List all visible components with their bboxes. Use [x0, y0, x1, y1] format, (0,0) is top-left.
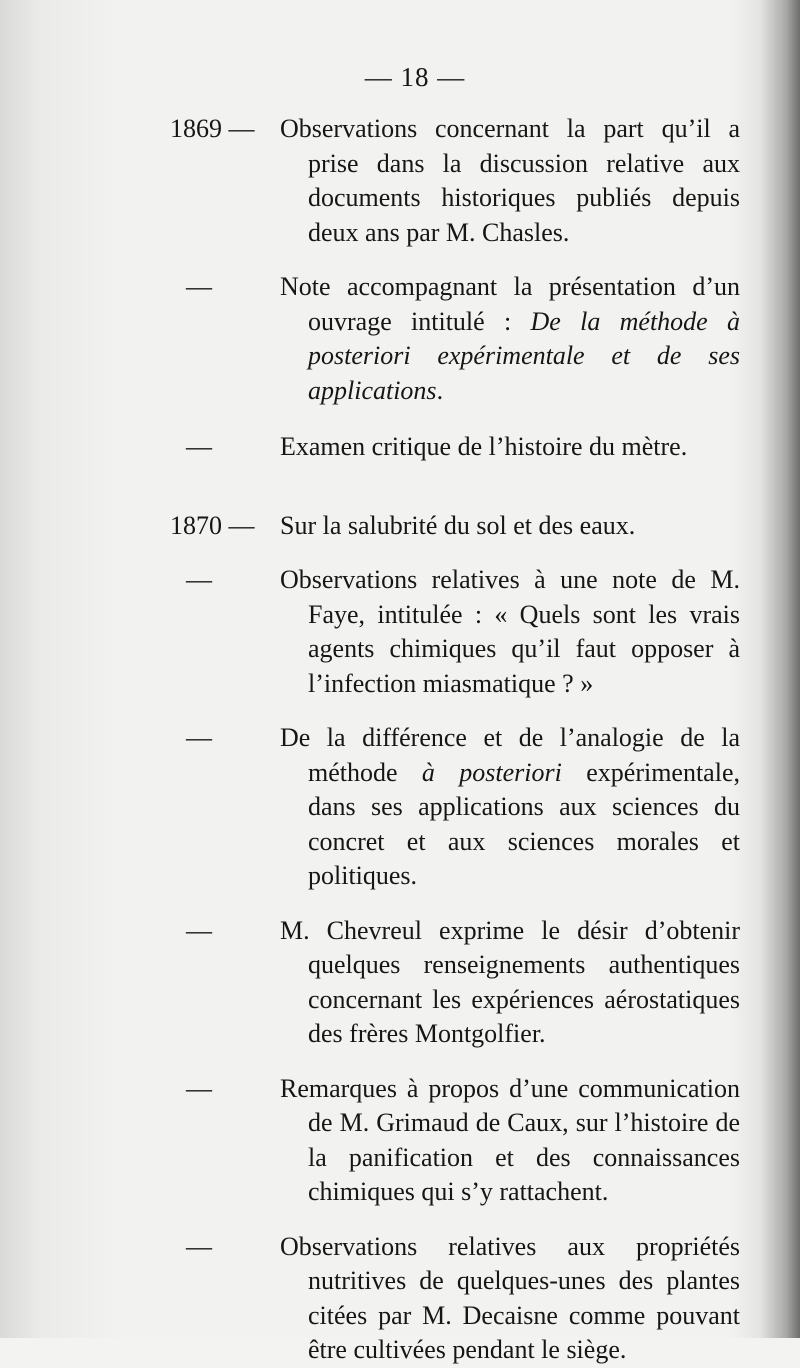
dash-marker: —	[186, 723, 212, 752]
list-item	[170, 563, 740, 701]
dash-marker: —	[186, 565, 212, 594]
year-marker: 1870 —	[170, 510, 255, 540]
book-title: De la méthode à posteriori expérimentale et de ses applications	[308, 306, 740, 405]
list-item	[170, 914, 740, 1052]
entry-text: Sur la salubrité du sol et des eaux.	[280, 510, 636, 540]
dash-marker: —	[186, 272, 212, 301]
page-number: — 18 —	[364, 62, 466, 92]
list-item	[170, 1072, 740, 1210]
list-item	[170, 112, 740, 250]
latin-term: à posteriori	[421, 757, 562, 787]
entry-text: Observations relatives à une note de M. Faye, intitulée : « Quels sont les vrais agents chimiques qu’il faut opposer à l’infection miasmatique ? »	[280, 565, 740, 698]
list-item	[170, 430, 740, 465]
entry-text: Remarques à propos d’une communication de M. Grimaud de Caux, sur l’histoire de la panification et des connaissances chimiques qui s’y rattachent.	[280, 1073, 740, 1206]
dash-marker: —	[186, 915, 212, 945]
entry-list	[170, 112, 740, 1368]
year-marker: 1869 —	[170, 114, 255, 143]
entry-text: M. Chevreul exprime le désir d’obtenir quelques renseignements authentiques concernant les expériences aérostatiques des frères Montgolfier.	[280, 915, 740, 1048]
list-item	[170, 270, 740, 408]
entry-text: De la différence et de l’analogie de la méthode à posteriori expérimentale, dans ses applications aux sciences du concret et aux sciences morales et politiques.	[280, 723, 740, 890]
entry-text: Observations relatives aux propriétés nutritives de quelques-unes des plantes citées par M. Decaisne comme pouvant être cultivées pendant le siège.	[280, 1231, 740, 1364]
list-item	[170, 509, 740, 544]
entry-text: Observations concernant la part qu’il a prise dans la discussion relative aux documents historiques publiés depuis deux ans par M. Chasles.	[280, 114, 740, 247]
dash-marker: —	[186, 1231, 212, 1261]
entry-text: Examen critique de l’histoire du mètre.	[280, 432, 688, 461]
list-item	[170, 721, 740, 894]
dash-marker: —	[186, 432, 212, 461]
dash-marker: —	[186, 1073, 212, 1103]
entry-text: Note accompagnant la présentation d’un ouvrage intitulé : De la méthode à posteriori expérimentale et de ses applications.	[280, 272, 740, 405]
list-item	[170, 1230, 740, 1368]
